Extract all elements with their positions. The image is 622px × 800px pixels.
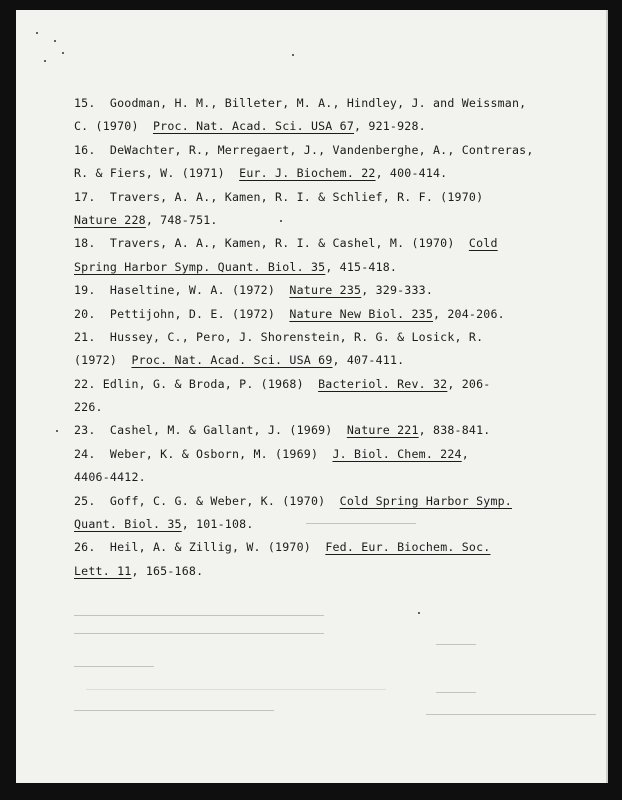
faint-line bbox=[74, 710, 274, 711]
reference-line bbox=[74, 443, 544, 466]
faint-line bbox=[86, 689, 386, 690]
reference-text: 25. Goff, C. G. & Weber, K. (1970) bbox=[74, 493, 340, 508]
reference-entry bbox=[74, 279, 544, 302]
scan-border bbox=[0, 783, 622, 800]
faint-line bbox=[306, 523, 416, 524]
reference-text: 23. Cashel, M. & Gallant, J. (1969) bbox=[74, 423, 347, 438]
reference-entry bbox=[74, 490, 544, 537]
journal-citation: Quant. Biol. 35 bbox=[74, 517, 182, 532]
reference-text: 21. Hussey, C., Pero, J. Shorenstein, R. G. & Losick, R. bbox=[74, 329, 484, 344]
reference-text: 16. DeWachter, R., Merregaert, J., Vandenberghe, A., Contreras, bbox=[74, 142, 534, 157]
speck-mark bbox=[62, 52, 64, 54]
reference-entry bbox=[74, 373, 544, 420]
speck-mark bbox=[292, 54, 294, 56]
faint-line bbox=[426, 714, 596, 715]
reference-text: 17. Travers, A. A., Kamen, R. I. & Schlief, R. F. (1970) bbox=[74, 189, 484, 204]
reference-line bbox=[74, 349, 544, 372]
journal-citation: J. Biol. Chem. 224 bbox=[332, 446, 462, 461]
document-page bbox=[16, 10, 608, 785]
speck-mark bbox=[418, 612, 420, 614]
reference-line bbox=[74, 560, 544, 583]
reference-line bbox=[74, 490, 544, 513]
reference-text: 15. Goodman, H. M., Billeter, M. A., Hindley, J. and Weissman, bbox=[74, 96, 527, 110]
reference-text: 18. Travers, A. A., Kamen, R. I. & Cashel, M. (1970) bbox=[74, 236, 469, 251]
reference-text: 26. Heil, A. & Zillig, W. (1970) bbox=[74, 540, 326, 555]
faint-line bbox=[436, 692, 476, 693]
reference-entry bbox=[74, 536, 544, 583]
reference-text: , bbox=[461, 446, 469, 461]
reference-entry bbox=[74, 139, 544, 186]
reference-line bbox=[74, 326, 544, 349]
reference-text: , 101-108. bbox=[181, 517, 254, 532]
reference-line bbox=[74, 396, 544, 419]
faint-line bbox=[74, 633, 324, 634]
reference-entry bbox=[74, 303, 544, 326]
reference-line bbox=[74, 139, 544, 162]
reference-line bbox=[74, 279, 544, 302]
reference-text: , 921-928. bbox=[354, 119, 426, 134]
journal-citation: Fed. Eur. Biochem. Soc. bbox=[325, 540, 491, 555]
reference-text: 22. Edlin, G. & Broda, P. (1968) bbox=[74, 376, 319, 391]
journal-citation: Nature New Biol. 235 bbox=[289, 306, 434, 321]
reference-line bbox=[74, 186, 544, 209]
reference-entry bbox=[74, 326, 544, 373]
faint-line bbox=[74, 615, 324, 616]
reference-entry bbox=[74, 419, 544, 442]
reference-entry bbox=[74, 92, 544, 139]
reference-text: 226. bbox=[74, 400, 103, 415]
journal-citation: Cold Spring Harbor Symp. bbox=[339, 493, 512, 508]
reference-line bbox=[74, 466, 544, 489]
reference-text: (1972) bbox=[74, 353, 132, 368]
reference-line bbox=[74, 115, 544, 138]
reference-entry bbox=[74, 186, 544, 233]
reference-text: 20. Pettijohn, D. E. (1972) bbox=[74, 306, 290, 321]
speck-mark bbox=[54, 40, 56, 42]
reference-text: 4406-4412. bbox=[74, 470, 146, 485]
faint-line bbox=[74, 666, 154, 667]
reference-line bbox=[74, 536, 544, 559]
reference-line bbox=[74, 92, 544, 115]
reference-line bbox=[74, 232, 544, 255]
reference-line bbox=[74, 209, 544, 232]
reference-text: , 415-418. bbox=[325, 259, 398, 274]
journal-citation: Nature 221 bbox=[346, 423, 419, 438]
reference-text: R. & Fiers, W. (1971) bbox=[74, 166, 240, 181]
reference-line bbox=[74, 373, 544, 396]
faint-line bbox=[436, 644, 476, 645]
reference-text: , 165-168. bbox=[131, 563, 204, 578]
journal-citation: Proc. Nat. Acad. Sci. USA 67 bbox=[152, 119, 355, 134]
reference-text: 19. Haseltine, W. A. (1972) bbox=[74, 283, 290, 298]
speck-mark bbox=[44, 60, 46, 62]
reference-line bbox=[74, 303, 544, 326]
reference-text: C. (1970) bbox=[74, 119, 153, 134]
reference-text: , 400-414. bbox=[375, 166, 448, 181]
reference-entry bbox=[74, 232, 544, 279]
reference-text: 24. Weber, K. & Osborn, M. (1969) bbox=[74, 446, 333, 461]
speck-mark bbox=[36, 32, 38, 34]
reference-text: , 407-411. bbox=[332, 353, 405, 368]
journal-citation: Bacteriol. Rev. 32 bbox=[318, 376, 448, 391]
reference-text: , 206- bbox=[447, 376, 491, 391]
journal-citation: Spring Harbor Symp. Quant. Biol. 35 bbox=[74, 259, 326, 274]
reference-text: , 748-751. bbox=[145, 212, 218, 227]
reference-text: , 838-841. bbox=[418, 423, 491, 438]
reference-line bbox=[74, 162, 544, 185]
reference-line bbox=[74, 419, 544, 442]
journal-citation: Nature 228 bbox=[74, 212, 146, 227]
speck-mark bbox=[56, 430, 58, 432]
reference-text: , 204-206. bbox=[433, 306, 505, 321]
journal-citation: Cold bbox=[468, 236, 498, 251]
reference-line bbox=[74, 513, 544, 536]
journal-citation: Eur. J. Biochem. 22 bbox=[239, 166, 376, 181]
journal-citation: Lett. 11 bbox=[74, 563, 132, 578]
reference-line bbox=[74, 256, 544, 279]
reference-list bbox=[74, 92, 544, 583]
reference-entry bbox=[74, 443, 544, 490]
journal-citation: Proc. Nat. Acad. Sci. USA 69 bbox=[131, 353, 333, 368]
journal-citation: Nature 235 bbox=[289, 283, 362, 298]
reference-text: , 329-333. bbox=[361, 283, 434, 298]
